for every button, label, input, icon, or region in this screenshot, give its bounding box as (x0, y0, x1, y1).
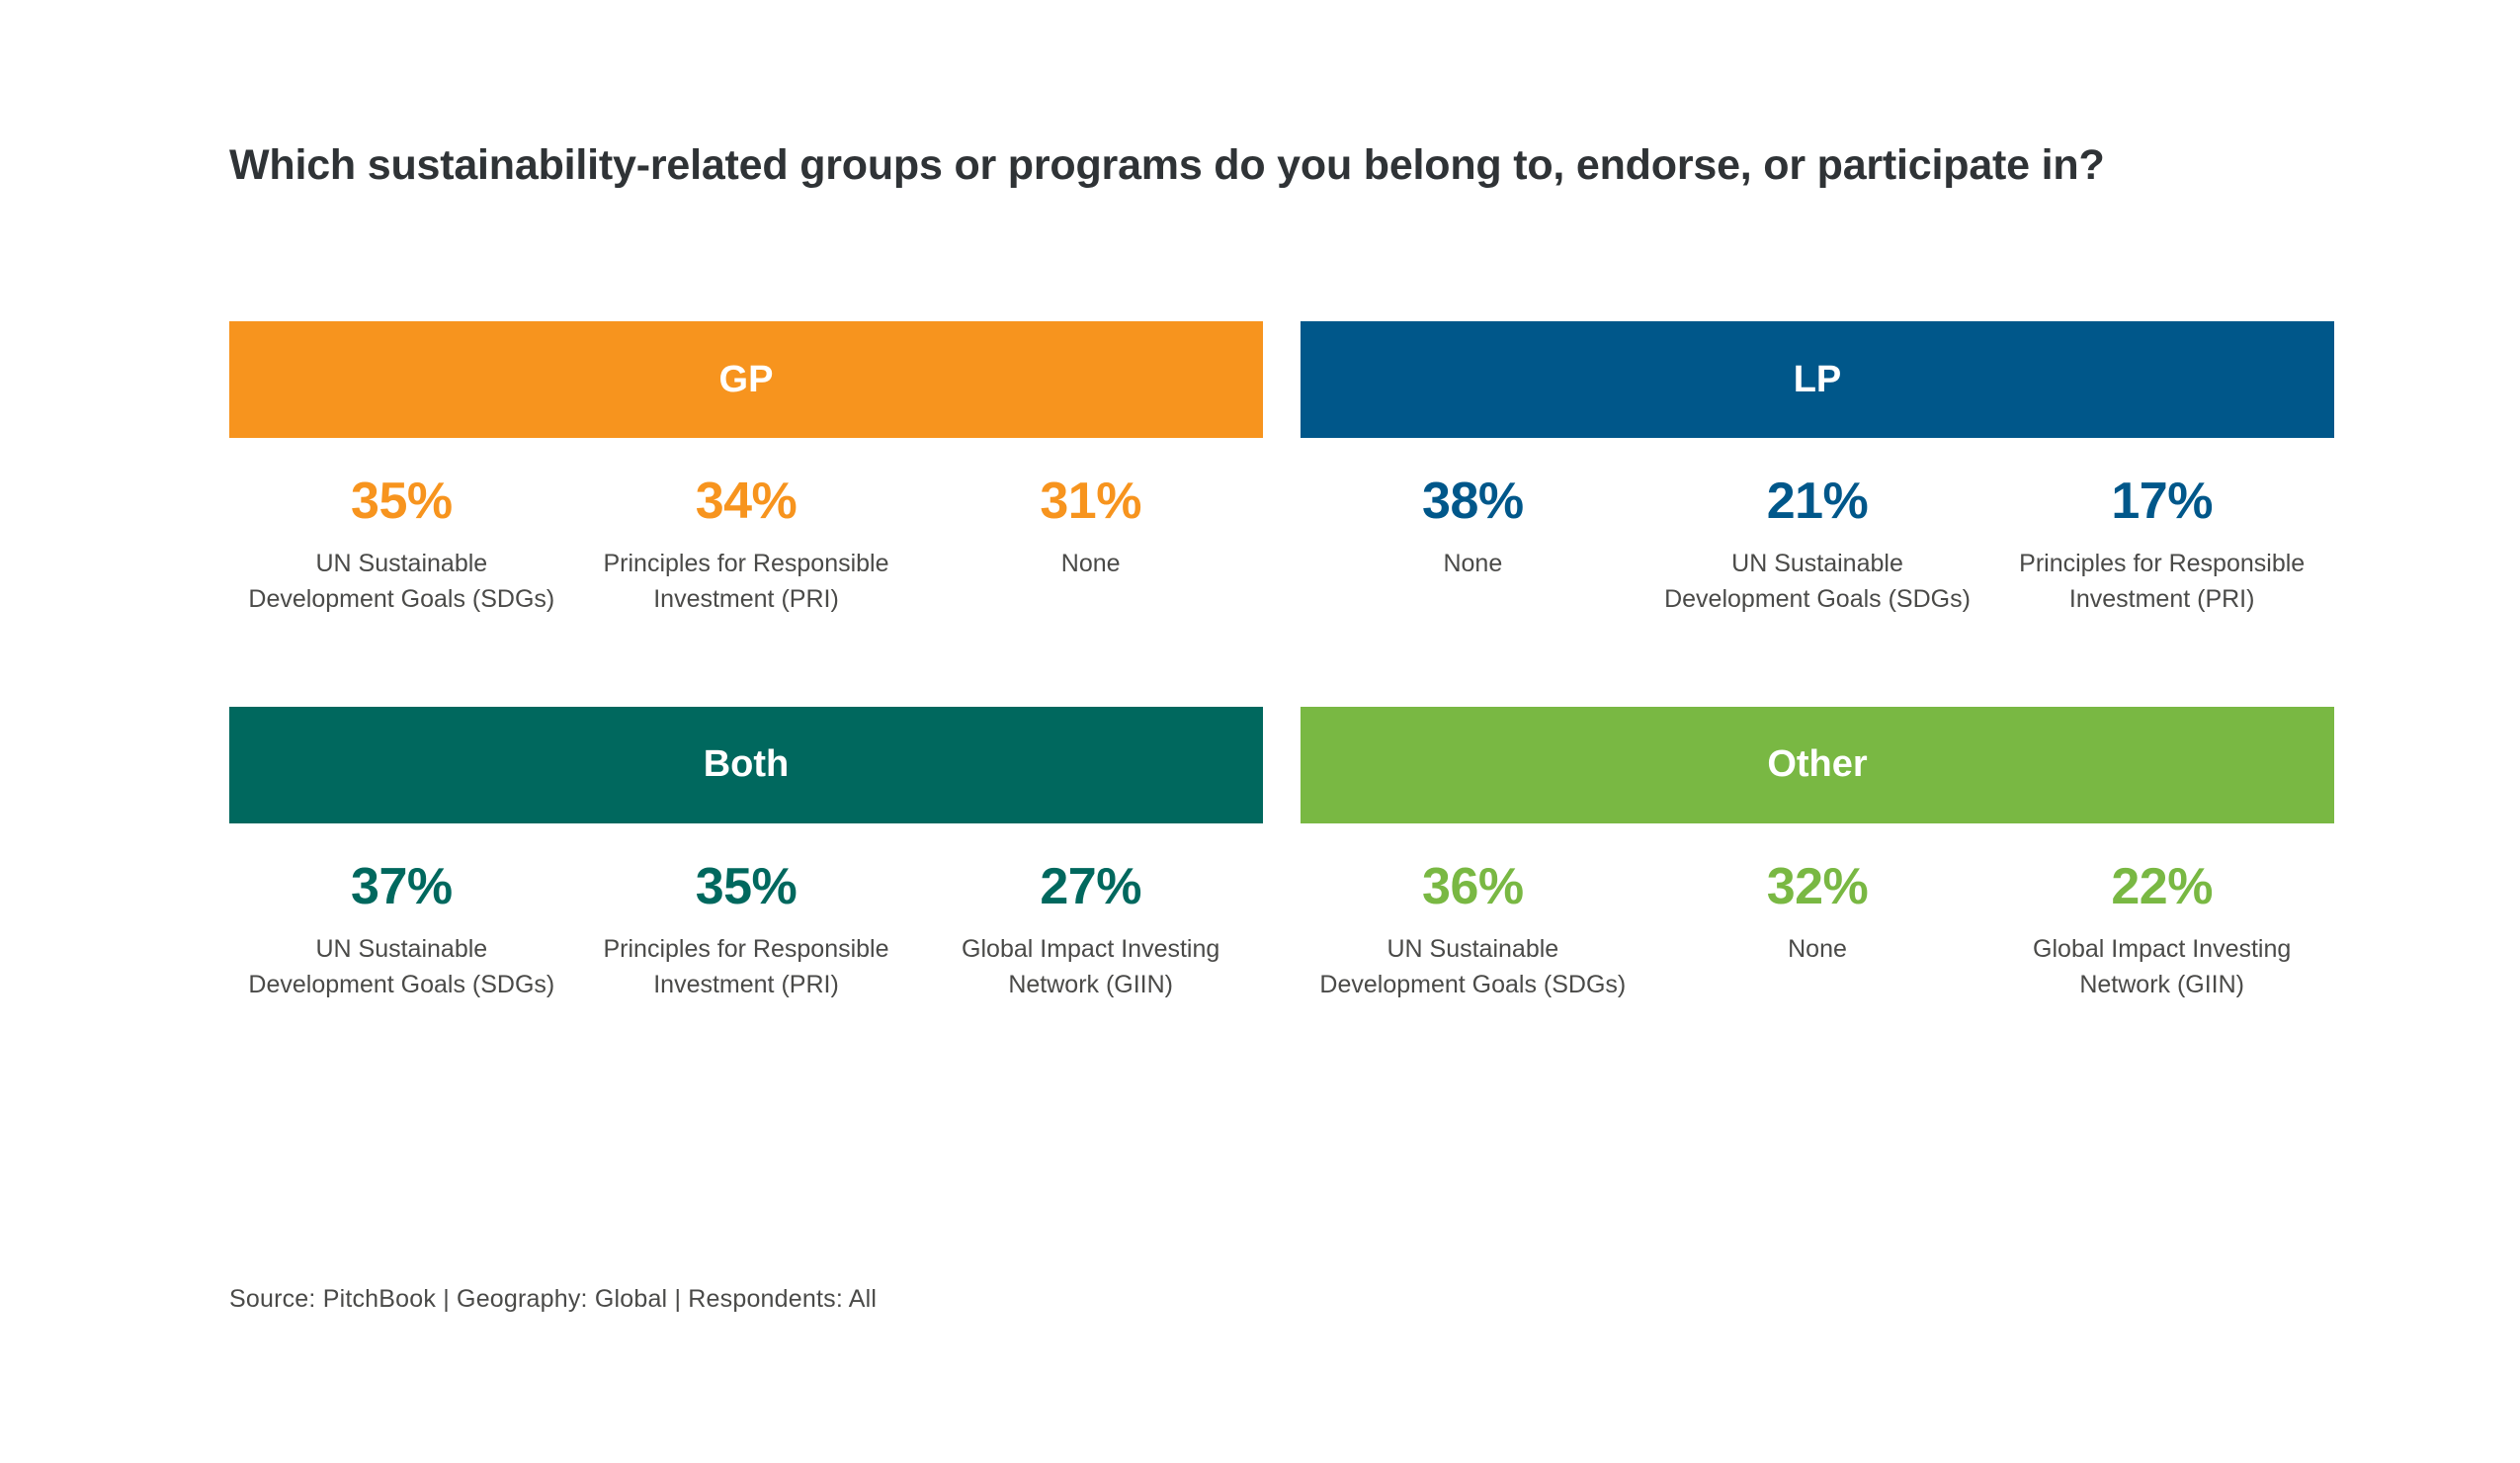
stat-item (229, 859, 574, 1003)
stat-item (918, 473, 1263, 618)
stat-value: 35% (351, 473, 453, 530)
panel-stats-lp (1301, 438, 2334, 618)
stat-label: UN Sustainable Development Goals (SDGs) (1664, 550, 1971, 614)
source-note: Source: PitchBook | Geography: Global | Respondents: All (229, 1285, 878, 1313)
stat-label: Global Impact Investing Network (GIIN) (962, 934, 1220, 999)
stat-item (918, 859, 1263, 1003)
stat-label: Global Impact Investing Network (GIIN) (2033, 934, 2292, 999)
stat-value: 22% (2111, 857, 2213, 915)
row-spacer (229, 618, 2334, 707)
stat-value: 38% (1422, 473, 1524, 530)
stat-label: UN Sustainable Development Goals (SDGs) (248, 550, 555, 614)
stat-label: None (1788, 934, 1847, 963)
stat-label: UN Sustainable Development Goals (SDGs) (248, 934, 555, 999)
stat-value: 17% (2111, 473, 2213, 530)
stat-value: 34% (695, 473, 798, 530)
stat-value: 35% (695, 857, 798, 915)
panel-header-both: Both (229, 707, 1263, 823)
page-title: Which sustainability-related groups or programs do you belong to, endorse, or participate in? (229, 141, 2105, 189)
panel-other (1301, 707, 2334, 1003)
stat-item (1301, 473, 1645, 618)
stat-item (574, 859, 919, 1003)
stat-item (1301, 859, 1645, 1003)
stat-label: None (1443, 550, 1503, 578)
panel-stats-other (1301, 823, 2334, 1003)
stat-label: None (1060, 550, 1121, 578)
stat-value: 37% (351, 857, 453, 915)
panel-grid (229, 321, 2334, 1002)
stat-item (1989, 859, 2334, 1003)
stat-item (229, 473, 574, 618)
stat-value: 27% (1040, 857, 1141, 915)
stat-label: Principles for Responsible Investment (PRI) (603, 934, 889, 999)
stat-value: 32% (1766, 857, 1869, 915)
stat-label: Principles for Responsible Investment (PRI) (2019, 550, 2306, 614)
stat-item (574, 473, 919, 618)
stat-item (1645, 859, 1990, 1003)
panel-gp (229, 321, 1263, 618)
panel-both (229, 707, 1263, 1003)
panel-row-top (229, 321, 2334, 618)
panel-stats-both (229, 823, 1263, 1003)
stat-label: Principles for Responsible Investment (PRI) (603, 550, 889, 614)
panel-row-bottom (229, 707, 2334, 1003)
stat-item (1645, 473, 1990, 618)
panel-lp (1301, 321, 2334, 618)
stat-value: 21% (1766, 473, 1869, 530)
stat-value: 31% (1040, 473, 1141, 530)
panel-stats-gp (229, 438, 1263, 618)
stat-value: 36% (1422, 857, 1524, 915)
panel-header-lp: LP (1301, 321, 2334, 438)
panel-header-gp: GP (229, 321, 1263, 438)
panel-header-other: Other (1301, 707, 2334, 823)
stat-label: UN Sustainable Development Goals (SDGs) (1319, 934, 1627, 999)
stat-item (1989, 473, 2334, 618)
